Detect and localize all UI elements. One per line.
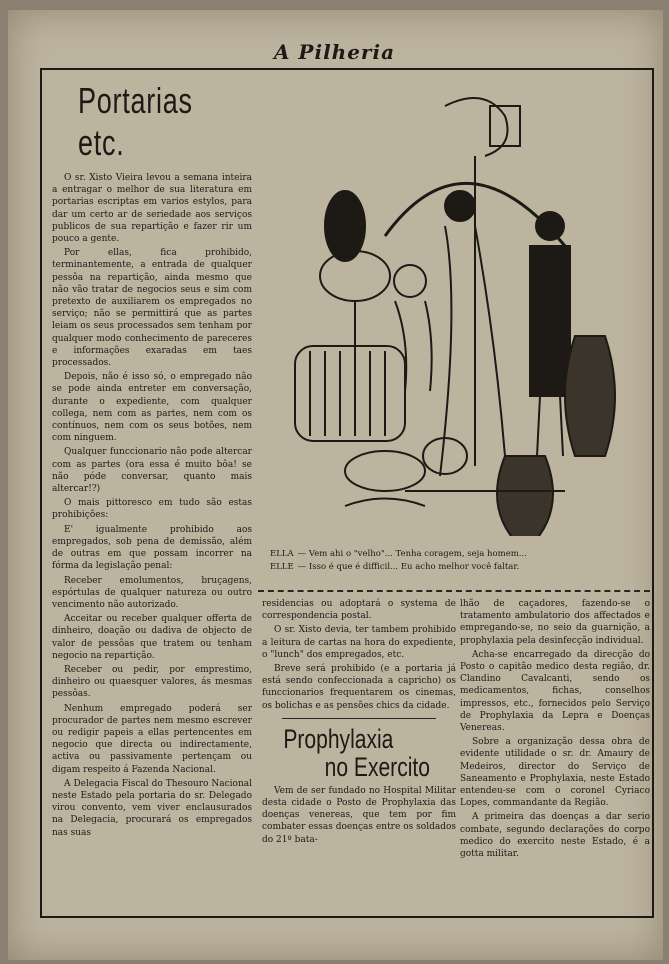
paragraph: Nenhum empregado poderá ser procurador de partes nem mesmo escrever ou redigir papeis a ellas pertencentes em negocio que directa ou indirectamente, activa ou passivamente pertençam ou digam respeito á Fazenda Nacional. [52, 703, 252, 775]
paragraph: lhão de caçadores, fazendo-se o tratamento ambulatorio dos affectados e empregando-se, no seio da guarnição, a prophylaxia pela desinfecção individual. [460, 599, 650, 646]
paragraph: O mais pittoresco em tudo são estas prohibições: [52, 498, 252, 521]
cartoon-illustration [275, 86, 635, 536]
paragraph: O sr. Xisto devia, ter tambem prohibido a leitura de cartas na hora do expediente, o "lunch" dos empregados, etc. [262, 625, 456, 660]
paragraph: Receber emolumentos, bruçagens, espórtulas de qualquer natureza ou outro vencimento não autorizado. [52, 575, 252, 610]
article-portarias [52, 80, 252, 910]
caption-text: — Vem ahi o "velho"... Tenha coragem, seja homem... [297, 549, 527, 559]
section-divider [258, 590, 650, 595]
paragraph: Receber ou pedir, por emprestimo, dinheiro ou quaesquer valores, ás mesmas pessôas. [52, 664, 252, 700]
cartoon-caption [270, 548, 650, 574]
paragraph: Qualquer funccionario não pode altercar com as partes (ora essa é muito bôa! se não póde conversar, quanto mais altercar!?) [52, 447, 252, 495]
paragraph: Por ellas, fica prohibido, terminantemente, a entrada de qualquer pessôa na repartição, ainda mesmo que não vão tratar de negocios seus e sim com pretexto de auxiliarem os empregados no serviço; não se permittirá que as partes leiam os seus processados sem tenham por qualquer modo conhecimento de pareceres e informações exaradas em taes processados. [52, 248, 252, 369]
speaker-ella: ELLA [270, 549, 294, 559]
speaker-elle: ELLE [270, 562, 294, 572]
masthead-title: A Pilheria [273, 40, 396, 64]
paragraph: residencias ou adoptará o systema de correspondencia postal. [262, 599, 456, 622]
paragraph: Sobre a organização dessa obra de evidente utilidade o sr. dr. Amaury de Medeiros, director do Serviço de Saneamento e Prophylaxia, neste Estado entendeu-se com o coronel Cyriaco Lopes, commandante da Região. [460, 737, 650, 809]
paragraph: Acha-se encarregado da direcção do Posto o capitão medico desta região, dr. Clandino Cavalcanti, sendo os medicamentos, fichas, conselhos impressos, etc., fornecidos pelo Serviço de Prophylaxia da Lepra e Doenças Venereas. [460, 649, 650, 734]
paragraph: Depois, não é isso só, o empregado não se pode ainda entreter em conversação, durante o expediente, com qualquer collega, nem com as partes, nem com os contínuos, nem com os seus botões, nem com ninguem. [52, 372, 252, 444]
paragraph: A primeira das doenças a dar serio combate, segundo declarações do corpo medico do exercito neste Estado, é a gotta militar. [460, 812, 650, 860]
paragraph: O sr. Xisto Vieira levou a semana inteira a entragar o melhor de sua literatura em portarias escriptas em varios estylos, para dar um certo ar de seriedade aos serviços publicos de sua repartição e fazer rir um pouco a gente. [52, 173, 252, 245]
column-right [460, 598, 650, 862]
paragraph: Acceitar ou receber qualquer offerta de dinheiro, doação ou dadiva de objecto de valor de pessôas que tratem ou tenham negocio na repartição. [52, 614, 252, 661]
caption-text: — Isso é que é difficil... Eu acho melhor você faltar. [297, 562, 520, 572]
paragraph: Breve será prohibido (e a portaria já está sendo confeccionada a capricho) os funccionarios frequentarem os cinemas, os bolichas e as pensões chics da cidade. [262, 664, 456, 711]
paragraph: E' igualmente prohibido aos empregados, sob pena de demissão, além de outras em que possam incorrer na fórma da legislação penal: [52, 524, 252, 572]
article-title-prophylaxia [283, 725, 434, 781]
column-middle [262, 598, 456, 848]
paragraph: Vem de ser fundado no Hospital Militar desta cidade o Posto de Prophylaxia das doenças venereas, que tem por fim combater essas doenças entre os soldados do 21º bata- [262, 785, 456, 845]
ornament-divider [282, 718, 436, 719]
paragraph: A Delegacia Fiscal do Thesouro Nacional neste Estado pela portaria do sr. Delegado virou convento, vem viver enclausurados na Delegacia, procurará os empregados nas suas [52, 778, 252, 838]
title-line: no Exercito [324, 751, 430, 782]
title-line: Prophylaxia [283, 723, 394, 754]
article-title: Portarias etc. [78, 80, 193, 163]
